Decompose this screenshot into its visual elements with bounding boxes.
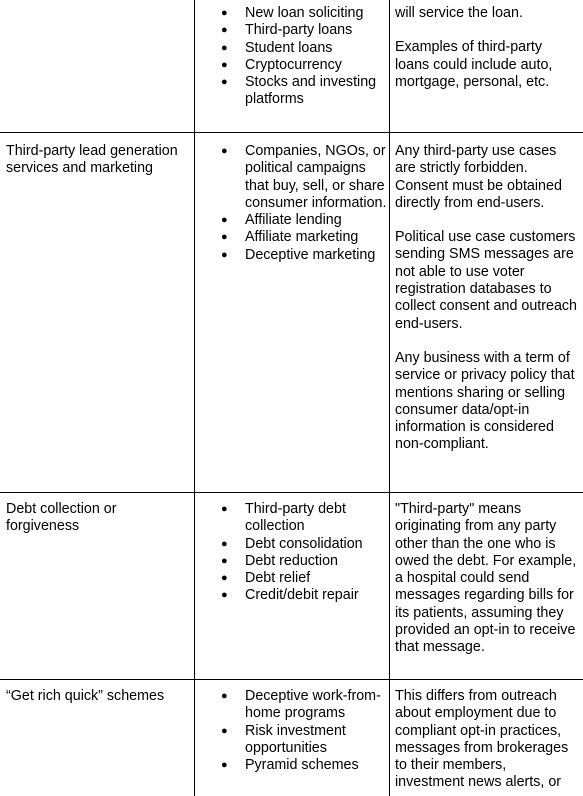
table-row [0, 133, 583, 492]
category-label: Third-party lead generation services and marketing [6, 143, 178, 177]
category-cell [0, 493, 194, 679]
examples-list [221, 143, 389, 264]
note-paragraph: Examples of third-party loans could include auto, mortgage, personal, etc. [395, 39, 553, 90]
examples-list [221, 501, 389, 605]
list-item: ● Debt reduction [221, 553, 389, 570]
examples-cell [195, 0, 389, 132]
list-item: ● Deceptive work-from-home programs [221, 688, 389, 723]
table-row [0, 493, 583, 679]
examples-cell [195, 133, 389, 492]
table-row [0, 680, 583, 796]
list-item: ● Debt relief [221, 570, 389, 587]
examples-list [221, 688, 389, 774]
examples-cell [195, 680, 389, 796]
list-item: ● Affiliate lending [221, 212, 389, 229]
list-item: ● Credit/debit repair [221, 587, 389, 604]
list-item: ● New loan soliciting [221, 5, 389, 22]
list-item: ● Affiliate marketing [221, 229, 389, 246]
list-item: ● Companies, NGOs, or political campaigns that buy, sell, or share consumer information. [221, 143, 389, 212]
list-item: ● Deceptive marketing [221, 247, 389, 264]
category-cell [0, 0, 194, 132]
list-item: ● Pyramid schemes [221, 757, 389, 774]
note-paragraph: Any third-party use cases are strictly forbidden. Consent must be obtained directly from end-users. [395, 143, 562, 211]
note-paragraph: "Third-party" means originating from any party other than the one who is owed the debt. For example, a hospital could send messages regarding bills for its patients, assuming they provided an opt-in to receive that message. [395, 501, 577, 656]
category-cell [0, 133, 194, 492]
note-paragraph: This differs from outreach about employment due to compliant opt-in practices, messages from brokerages to their members, investment news alerts, or [395, 688, 569, 791]
notes-cell [390, 493, 583, 679]
examples-cell [195, 493, 389, 679]
table-row [0, 0, 583, 132]
category-label: Debt collection or forgiveness [6, 501, 117, 535]
note-paragraph: Any business with a term of service or privacy policy that mentions sharing or selling consumer data/opt-in information is considered non-compliant. [395, 349, 575, 453]
list-item: ● Third-party debt collection [221, 501, 389, 536]
category-label: “Get rich quick” schemes [6, 688, 165, 704]
note-paragraph: Political use case customers sending SMS messages are not able to use voter registration databases to collect consent and outreach end-users. [395, 229, 578, 332]
list-item: ● Cryptocurrency [221, 57, 389, 74]
note-paragraph: will service the loan. [395, 5, 523, 21]
list-item: ● Stocks and investing platforms [221, 74, 389, 109]
notes-cell [390, 0, 583, 132]
list-item: ● Debt consolidation [221, 536, 389, 553]
examples-list [221, 5, 389, 109]
list-item: ● Risk investment opportunities [221, 723, 389, 758]
list-item: ● Student loans [221, 40, 389, 57]
category-cell [0, 680, 194, 796]
notes-cell [390, 133, 583, 492]
notes-cell [390, 680, 583, 796]
list-item: ● Third-party loans [221, 22, 389, 39]
